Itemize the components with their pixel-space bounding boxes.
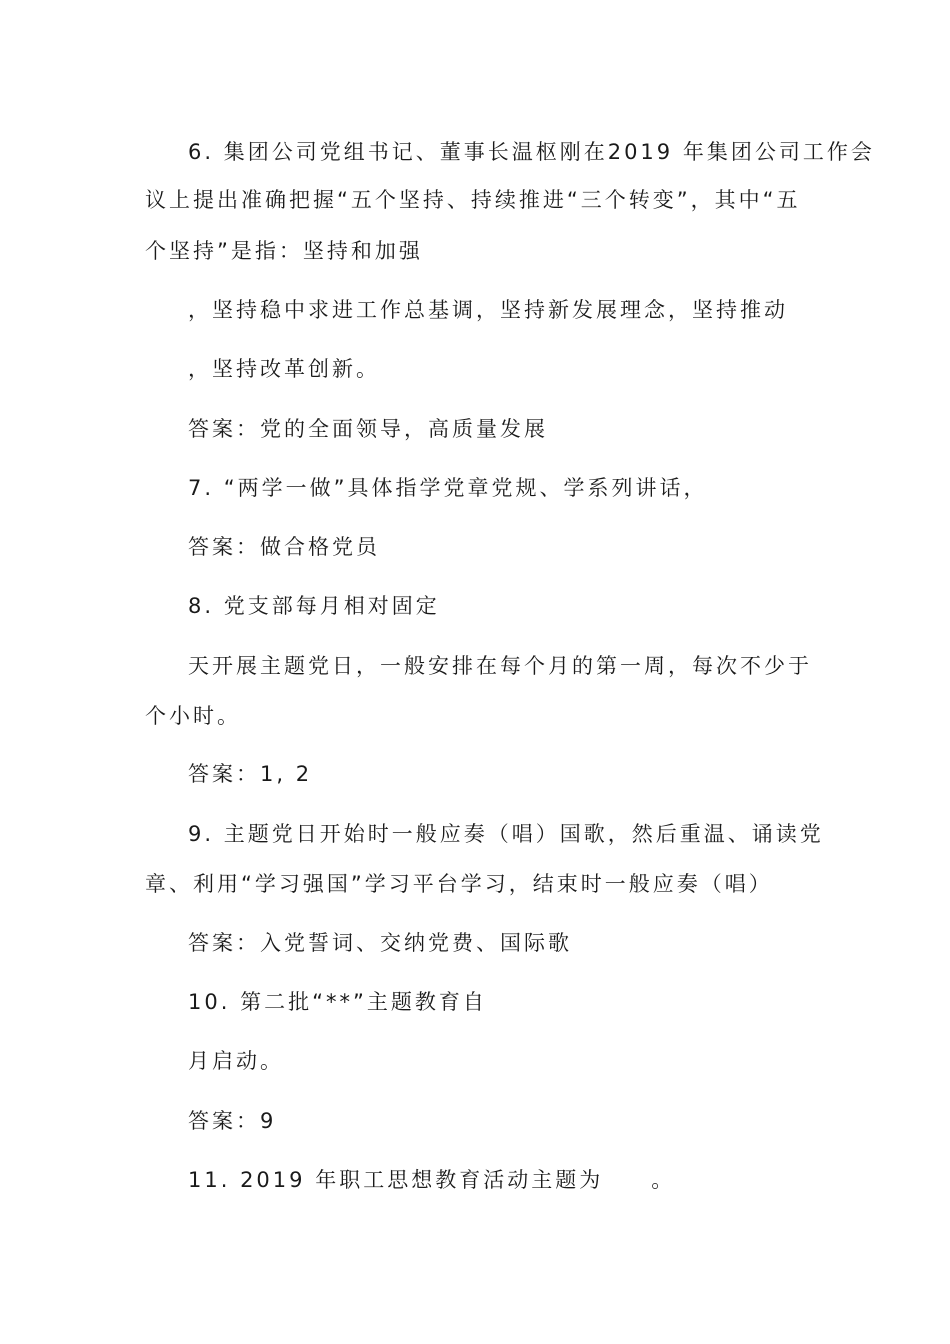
answer-9: 答案：入党誓词、交纳党费、国际歌 [188,931,572,955]
question-10-line-2: 月启动。 [188,1049,284,1073]
answer-6: 答案：党的全面领导，高质量发展 [188,417,548,441]
question-8-line-2: 天开展主题党日，一般安排在每个月的第一周，每次不少于 [188,654,812,678]
question-6-line-4: ，坚持稳中求进工作总基调，坚持新发展理念，坚持推动 [188,298,788,322]
question-11: 11. 2019 年职工思想教育活动主题为 。 [188,1168,676,1192]
question-6-line-1: 6. 集团公司党组书记、董事长温枢刚在2019 年集团公司工作会 [188,140,875,164]
question-8-line-1: 8. 党支部每月相对固定 [188,594,440,618]
answer-8: 答案：1, 2 [188,762,313,786]
question-9-line-1: 9. 主题党日开始时一般应奏（唱）国歌，然后重温、诵读党 [188,822,824,846]
question-9-line-2: 章、利用“学习强国”学习平台学习，结束时一般应奏（唱） [145,872,773,896]
answer-7: 答案：做合格党员 [188,535,380,559]
question-8-line-3: 个小时。 [145,704,241,728]
question-10-line-1: 10. 第二批“**”主题教育自 [188,990,487,1014]
question-6-line-5: ，坚持改革创新。 [188,357,380,381]
answer-10: 答案：9 [188,1109,277,1133]
question-7: 7. “两学一做”具体指学党章党规、学系列讲话， [188,476,708,500]
question-6-line-2: 议上提出准确把握“五个坚持、持续推进“三个转变”，其中“五 [145,188,801,212]
question-6-line-3: 个坚持”是指：坚持和加强 [145,239,423,263]
